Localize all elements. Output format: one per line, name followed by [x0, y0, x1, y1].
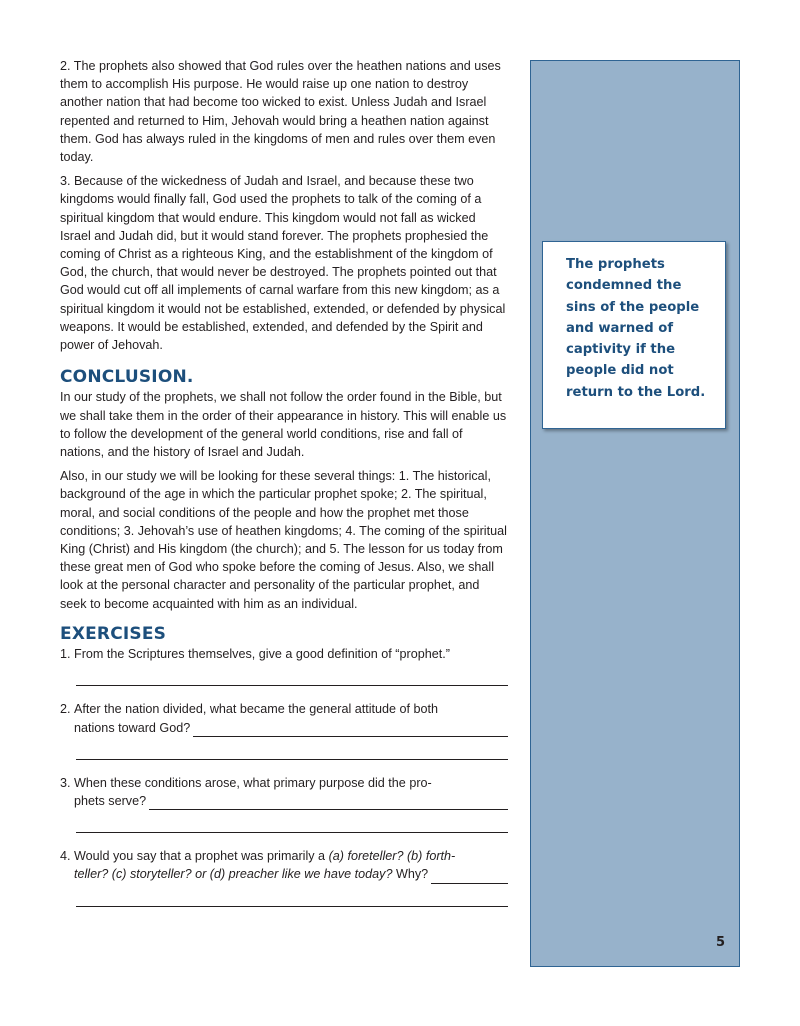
- conclusion-paragraph-2: Also, in our study we will be looking for these several things: 1. The historical, background of the age in which the particular prophet spoke; 2. The spiritual, moral, and social conditions of the people and how the prophet met those conditions; 3. Jehovah’s use of heathen kingdoms; 4. The coming of the spiritual King (Christ) and His kingdom (the church); and 5. The lesson for us today from these great men of God who spoke before the coming of Jesus. Also, we shall look at the personal character and personality of the particular prophet, and seek to become acquainted with him as an individual.: [60, 469, 507, 611]
- exercise-question-4: [60, 847, 508, 906]
- exercises-heading: EXERCISES: [60, 623, 167, 644]
- question-text: [74, 847, 455, 865]
- main-text-column: [60, 57, 508, 907]
- pull-quote-callout: The prophets condemned the sins of the people and warned of captivity if the people did not return to the Lord.: [542, 241, 726, 429]
- answer-line[interactable]: [76, 663, 508, 686]
- question-text: When these conditions arose, what primary purpose did the pro-: [74, 775, 432, 790]
- question-text: From the Scriptures themselves, give a good definition of “prophet.”: [74, 647, 450, 662]
- page-number: 5: [716, 935, 726, 950]
- paragraph-point-3: 3. Because of the wickedness of Judah and Israel, and because these two kingdoms would finally fall, God used the prophets to talk of the coming of a spiritual kingdom that would endure. This kingdom would not fall as wicked Israel and Judah did, but it would stand forever. The prophets prophesied the coming of Christ as a righteous King, and the establishment of the kingdom of God, the church, that would never be destroyed. The prophets pointed out that God would cut off all implements of carnal warfare from this new kingdom; as a spiritual kingdom it would not be established, extended, or defended by physical weapons. It would be established, extended, and defended by the Spirit and power of Jehovah.: [60, 174, 506, 353]
- answer-line[interactable]: [76, 810, 508, 833]
- answer-blank[interactable]: [193, 722, 508, 737]
- question-options-part-2: teller? (c) storyteller? or (d) preacher like we have today?: [74, 867, 393, 882]
- question-options-part-1: (a) foreteller? (b) forth-: [328, 849, 456, 864]
- answer-line[interactable]: [76, 737, 508, 760]
- exercise-question-3: [60, 774, 508, 833]
- answer-line[interactable]: [76, 884, 508, 907]
- paragraph-point-2: 2. The prophets also showed that God rules over the heathen nations and uses them to accomplish His purpose. He would raise up one nation to destroy another nation that had become too wicked to exist. Unless Judah and Israel repented and returned to Him, Jehovah would bring a heathen nation against them. God has always ruled in the kingdoms of men and rules over them even today.: [60, 59, 501, 165]
- question-number: 2.: [60, 702, 71, 717]
- question-text-continued: nations toward God?: [74, 720, 191, 735]
- conclusion-heading: CONCLUSION.: [60, 367, 194, 388]
- question-number: 4.: [60, 849, 71, 864]
- question-number: 3.: [60, 775, 71, 790]
- answer-blank[interactable]: [431, 869, 508, 884]
- sidebar-panel: [530, 60, 740, 967]
- exercise-question-1: [60, 645, 508, 686]
- question-text-continued: phets serve?: [74, 793, 147, 808]
- question-why: Why?: [392, 867, 429, 882]
- conclusion-paragraph-1: In our study of the prophets, we shall not follow the order found in the Bible, but we shall take them in the order of their appearance in history. This will enable us to follow the development of the general world conditions, rise and fall of nations, and the history of Israel and Judah.: [60, 390, 507, 460]
- question-text-continued: [74, 865, 428, 883]
- question-text: After the nation divided, what became the general attitude of both: [74, 702, 439, 717]
- exercise-question-2: [60, 700, 508, 759]
- answer-blank[interactable]: [149, 795, 508, 810]
- question-number: 1.: [60, 647, 71, 662]
- question-text-part: Would you say that a prophet was primarily a: [74, 849, 329, 864]
